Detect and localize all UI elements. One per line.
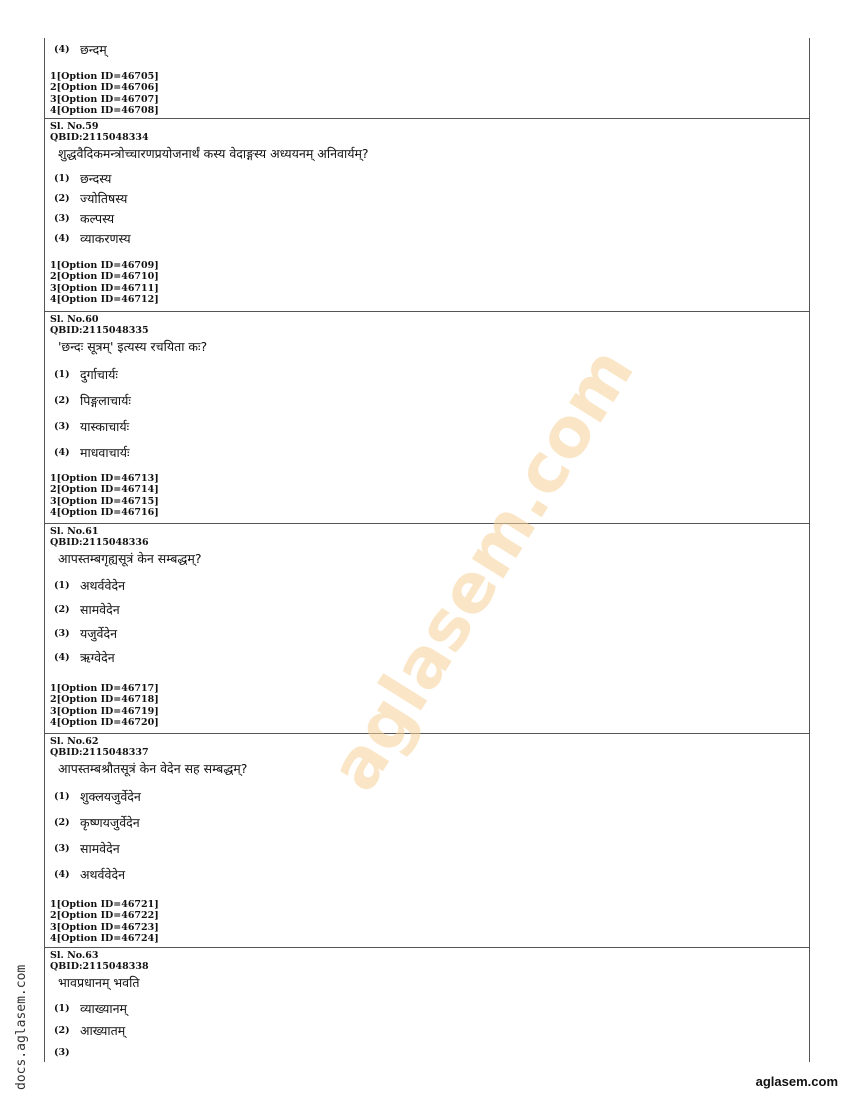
qbid: QBID:2115048336 — [50, 537, 149, 548]
question-text: भावप्रधानम् भवति — [58, 975, 140, 990]
question-text: आपस्तम्बश्रौतसूत्रं केन वेदेन सह सम्बद्धम्? — [58, 761, 248, 776]
serial-number: Sl. No.60 — [50, 314, 99, 325]
option-ids: 1[Option ID=46721] 2[Option ID=46722] 3[Option ID=46723] 4[Option ID=46724] — [50, 899, 159, 944]
option-item: (1) अथर्ववेदेन — [54, 577, 126, 593]
serial-number: Sl. No.62 — [50, 736, 99, 747]
qbid: QBID:2115048338 — [50, 961, 149, 972]
question-block-60 — [45, 312, 809, 524]
question-block-59 — [45, 119, 809, 312]
previous-question-fragment — [45, 38, 809, 119]
qbid: QBID:2115048337 — [50, 747, 149, 758]
qbid: QBID:2115048334 — [50, 132, 149, 143]
question-block-61 — [45, 524, 809, 734]
option-item: (1) शुक्लयजुर्वेदेन — [54, 788, 141, 804]
question-block-63 — [45, 948, 809, 1065]
serial-number: Sl. No.59 — [50, 121, 99, 132]
question-block-62 — [45, 734, 809, 948]
option-item: (2) सामवेदेन — [54, 601, 120, 617]
question-text: शुद्धवैदिकमन्त्रोच्चारणप्रयोजनार्थं कस्य वेदाङ्गस्य अध्ययनम् अनिवार्यम्? — [58, 146, 369, 161]
option-ids: 1[Option ID=46705] 2[Option ID=46706] 3[Option ID=46707] 4[Option ID=46708] — [50, 71, 159, 116]
option-item: (3) कल्पस्य — [54, 210, 115, 226]
question-text: 'छन्दः सूत्रम्' इत्यस्य रचयिता कः? — [58, 339, 208, 354]
question-paper-frame — [44, 38, 810, 1062]
qbid: QBID:2115048335 — [50, 325, 149, 336]
option-item: (1) व्याख्यानम् — [54, 1000, 127, 1016]
brand-footer: aglasem.com — [755, 1074, 838, 1089]
option-item: (3) सामवेदेन — [54, 840, 120, 856]
option-item: (4) अथर्ववेदेन — [54, 866, 126, 882]
question-text: आपस्तम्बगृह्यसूत्रं केन सम्बद्धम्? — [58, 551, 202, 566]
option-item: (4) व्याकरणस्य — [54, 230, 131, 246]
option-item: (1) छन्दस्य — [54, 170, 112, 186]
option-item: (3) — [54, 1046, 70, 1058]
option-ids: 1[Option ID=46713] 2[Option ID=46714] 3[Option ID=46715] 4[Option ID=46716] — [50, 473, 159, 518]
option-item: (2) पिङ्गलाचार्यः — [54, 392, 131, 408]
option-item: (3) यजुर्वेदेन — [54, 625, 118, 641]
serial-number: Sl. No.63 — [50, 950, 99, 961]
option-ids: 1[Option ID=46709] 2[Option ID=46710] 3[Option ID=46711] 4[Option ID=46712] — [50, 260, 159, 305]
option-item: (1) दुर्गाचार्यः — [54, 366, 118, 382]
option-item: (4) माधवाचार्यः — [54, 444, 130, 460]
option-ids: 1[Option ID=46717] 2[Option ID=46718] 3[Option ID=46719] 4[Option ID=46720] — [50, 683, 159, 728]
serial-number: Sl. No.61 — [50, 526, 99, 537]
option-item: (3) यास्काचार्यः — [54, 418, 130, 434]
watermark: aglasem.com — [315, 334, 650, 805]
option-item: (2) ज्योतिषस्य — [54, 190, 128, 206]
side-url: docs.aglasem.com — [14, 964, 29, 1090]
option-item: (2) कृष्णयजुर्वेदेन — [54, 814, 140, 830]
option-item: (4) छन्दम् — [54, 42, 107, 57]
option-item: (4) ऋग्वेदेन — [54, 649, 115, 665]
option-item: (2) आख्यातम् — [54, 1022, 126, 1038]
